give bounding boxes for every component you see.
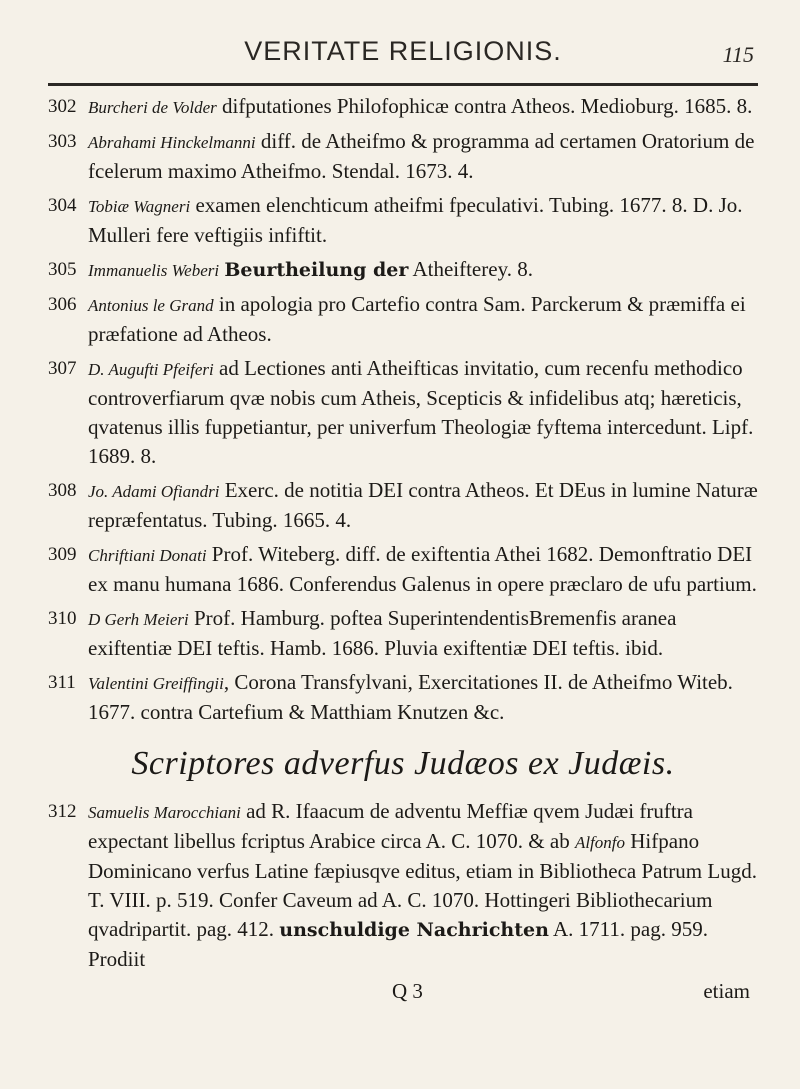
entry-author: Chriftiani Donati xyxy=(88,546,207,565)
entry-number: 302 xyxy=(48,96,77,117)
entry-310 xyxy=(48,604,758,663)
entry-text: Atheifterey. 8. xyxy=(408,257,533,281)
entry-author: Tobiæ Wagneri xyxy=(88,197,191,216)
entry-text: Prof. Witeberg. diff. de exiftentia Athei 1682. Demonftratio DEI ex manu humana 1686. Conferendus Galenus in opere præclaro de ufu partium. xyxy=(88,542,757,596)
entry-author: Burcheri de Volder xyxy=(88,98,217,117)
catchword: etiam xyxy=(703,979,750,1003)
entry-number: 310 xyxy=(48,608,77,629)
page-number: 115 xyxy=(722,42,754,67)
entry-text: , Corona Transfylvani, Exercitationes II. de Atheifmo Witeb. 1677. contra Cartefium & Matthiam Knutzen &c. xyxy=(88,670,733,724)
entry-fraktur-text: unschuldige Nachrichten xyxy=(279,919,549,941)
entry-author: D. Augufti Pfeiferi xyxy=(88,360,214,379)
entry-302 xyxy=(48,92,758,122)
entry-312 xyxy=(48,797,758,974)
entry-text: ad Lectiones anti Atheifticas invitatio, cum recenfu methodico controverfiarum qvæ nobis cum Atheis, Scepticis & infidelibus atq; hæreticis, qvatenus illis fuppetiantur, per univerfum Theologiæ fyftema intercedunt. Lipf. 1689. 8. xyxy=(88,356,754,468)
entry-number: 303 xyxy=(48,131,77,152)
entry-text: difputationes Philofophicæ contra Atheos. Medioburg. 1685. 8. xyxy=(221,94,753,118)
entry-text: in apologia pro Cartefio contra Sam. Parckerum & præmiffa ei præfatione ad Atheos. xyxy=(88,292,746,346)
entry-number: 308 xyxy=(48,480,77,501)
entry-author: Jo. Adami Ofiandri xyxy=(88,482,220,501)
entry-number: 312 xyxy=(48,801,77,822)
section-heading: Scriptores adverfus Judæos ex Judæis. xyxy=(131,745,675,782)
entry-author: Abrahami Hinckelmanni xyxy=(88,133,256,152)
header-rule xyxy=(48,83,758,86)
entry-author-secondary: Alfonfo xyxy=(574,833,625,852)
entry-text: Prof. Hamburg. poftea SuperintendentisBremenfis aranea exiftentiæ DEI teftis. Hamb. 1686. Pluvia exiftentiæ DEI teftis. ibid. xyxy=(88,606,677,660)
entry-303 xyxy=(48,127,758,186)
page-footer xyxy=(48,979,758,1009)
entry-text-continued: Hifpano Dominicano verfus Latine fæpiusqve editus, etiam in Bibliotheca Patrum Lugd. T. VIII. p. 519. Confer Caveum ad A. C. 1070. Hottingeri Bibliothecarium qvadripartit. pag. 412. xyxy=(88,829,757,941)
entry-307 xyxy=(48,354,758,471)
entry-author: Samuelis Marocchiani xyxy=(88,803,241,822)
page-header xyxy=(48,30,758,74)
entry-author: Valentini Greiffingii xyxy=(88,674,224,693)
running-title: VERITATE RELIGIONIS. xyxy=(244,36,562,66)
entry-number: 307 xyxy=(48,358,77,379)
entry-text: ad R. Ifaacum de adventu Meffiæ qvem Judæi fruftra expectant libellus fcriptus Arabice circa A. C. 1070. & ab xyxy=(88,799,693,853)
entry-text: examen elenchticum atheifmi fpeculativi. Tubing. 1677. 8. D. Jo. Mulleri fere veftigiis infiftit. xyxy=(88,193,743,247)
entry-number: 309 xyxy=(48,544,77,565)
entry-author: Immanuelis Weberi xyxy=(88,261,220,280)
entry-305 xyxy=(48,255,758,285)
entry-text: Exerc. de notitia DEI contra Atheos. Et DEus in lumine Naturæ repræfentatus. Tubing. 1665. 4. xyxy=(88,478,758,532)
entry-309 xyxy=(48,540,758,599)
entry-311 xyxy=(48,668,758,727)
entry-author: D Gerh Meieri xyxy=(88,610,189,629)
entry-fraktur-text: Beurtheilung der xyxy=(224,259,409,281)
entry-number: 305 xyxy=(48,259,77,280)
entry-number: 311 xyxy=(48,672,76,693)
entry-number: 304 xyxy=(48,195,77,216)
entry-number: 306 xyxy=(48,294,77,315)
entry-list xyxy=(48,92,758,1009)
entry-author: Antonius le Grand xyxy=(88,296,214,315)
signature-mark: Q 3 xyxy=(392,979,423,1003)
entry-304 xyxy=(48,191,758,250)
entry-text: diff. de Atheifmo & programma ad certamen Oratorium de fcelerum maximo Atheifmo. Stendal. 1673. 4. xyxy=(88,129,755,183)
entry-308 xyxy=(48,476,758,535)
entry-306 xyxy=(48,290,758,349)
entry-text-end: A. 1711. pag. 959. Prodiit xyxy=(88,917,708,971)
